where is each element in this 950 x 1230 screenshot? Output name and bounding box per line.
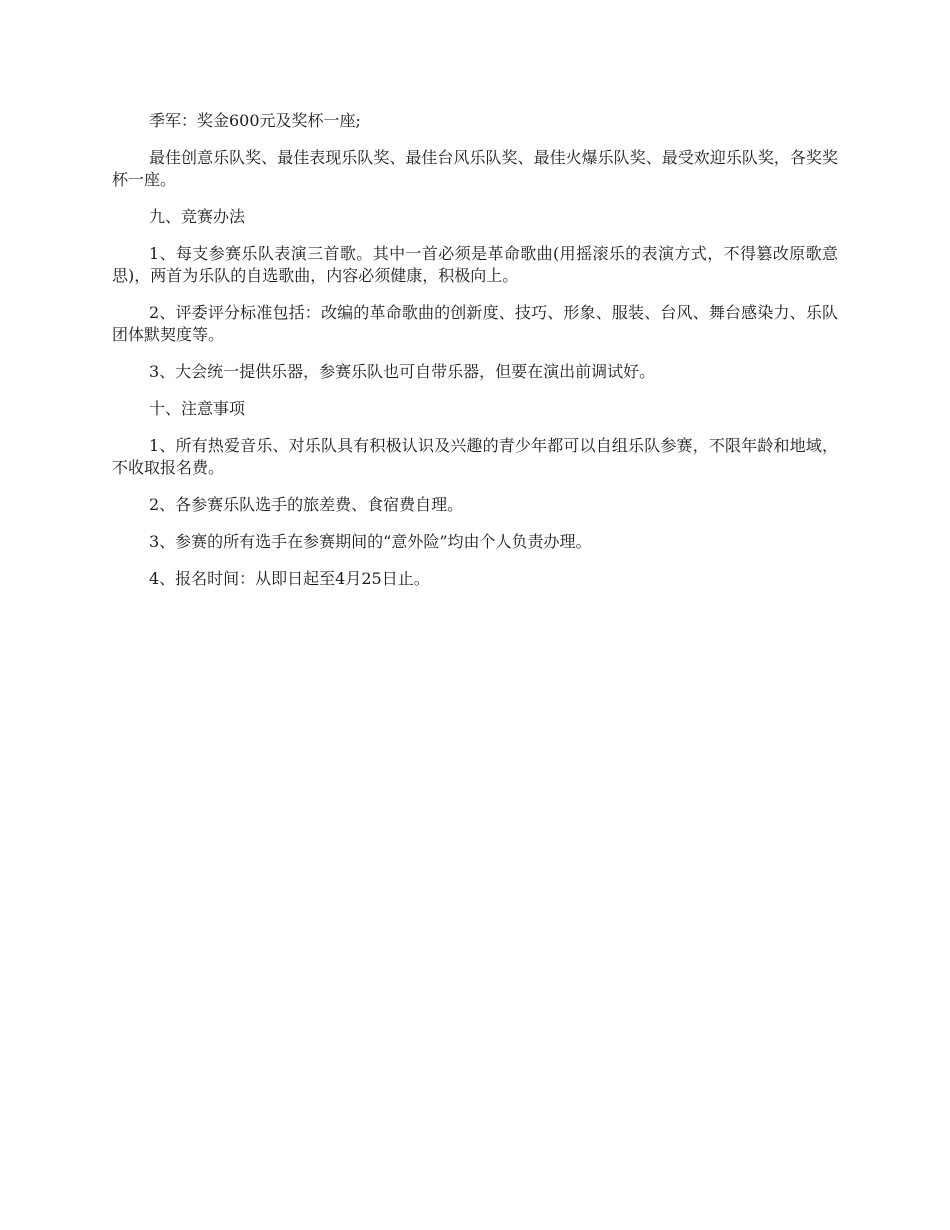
paragraph-note-1: 1、所有热爱音乐、对乐队具有积极认识及兴趣的青少年都可以自组乐队参赛，不限年龄和地域，不收取报名费。 bbox=[112, 436, 838, 477]
paragraph-note-3: 3、参赛的所有选手在参赛期间的“意外险”均由个人负责办理。 bbox=[149, 532, 592, 551]
paragraph-rule-3: 3、大会统一提供乐器，参赛乐队也可自带乐器，但要在演出前调试好。 bbox=[149, 362, 656, 381]
paragraph-note-2: 2、各参赛乐队选手的旅差费、食宿费自理。 bbox=[149, 495, 464, 514]
document-body bbox=[112, 110, 838, 605]
paragraph-rule-2: 2、评委评分标准包括：改编的革命歌曲的创新度、技巧、形象、服装、台风、舞台感染力、乐队团体默契度等。 bbox=[112, 303, 838, 344]
section-heading-competition-rules: 九、竞赛办法 bbox=[149, 207, 246, 226]
paragraph-special-awards: 最佳创意乐队奖、最佳表现乐队奖、最佳台风乐队奖、最佳火爆乐队奖、最受欢迎乐队奖，各奖奖杯一座。 bbox=[112, 148, 838, 189]
section-heading-notes: 十、注意事项 bbox=[149, 399, 246, 418]
paragraph-third-prize: 季军：奖金600元及奖杯一座; bbox=[149, 111, 361, 130]
paragraph-note-4: 4、报名时间：从即日起至4月25日止。 bbox=[149, 569, 430, 588]
paragraph-rule-1: 1、每支参赛乐队表演三首歌。其中一首必须是革命歌曲(用摇滚乐的表演方式，不得篡改原歌意思)，两首为乐队的自选歌曲，内容必须健康，积极向上。 bbox=[112, 244, 838, 285]
